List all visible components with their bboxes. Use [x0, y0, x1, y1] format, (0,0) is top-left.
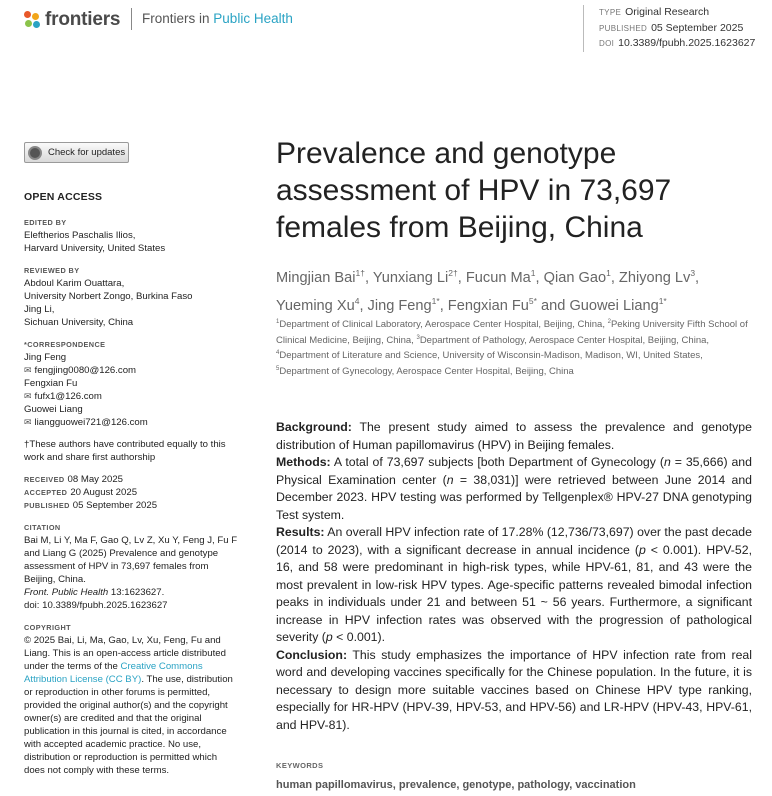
- author-separator: ,: [535, 269, 544, 286]
- logo-dot: [24, 11, 31, 18]
- background-text: The present study aimed to assess the prevalence and genotype distribution of Human papillomavirus (HPV) in Beijing females.: [276, 420, 752, 452]
- received-date: 08 May 2025: [67, 474, 123, 485]
- copyright-text: © 2025 Bai, Li, Ma, Gao, Lv, Xu, Feng, Fu and Liang. This is an open-access article distributed under the terms of the: [24, 635, 226, 672]
- affiliation-number: 3: [416, 334, 420, 341]
- author-affiliation-sup: 4: [354, 295, 360, 306]
- reviewer-name: Jing Li,: [24, 304, 55, 315]
- methods-text: = 35,666) and Physical Examination center (: [276, 455, 752, 487]
- conclusion-label: Conclusion:: [276, 647, 348, 662]
- journal-prefix: Frontiers in: [142, 11, 210, 26]
- author-name[interactable]: Fucun Ma: [465, 269, 531, 286]
- copyright-text: . The use, distribution or reproduction in other forums is permitted, provided the original author(s) and the copyright owner(s) are credited and that the original publication in this journal is cited, in accordance with accepted academic practice. No use, distribution or reproduction is permitted which does not comply with these terms.: [24, 674, 233, 776]
- article-title: Prevalence and genotype assessment of HPV in 73,697 females from Beijing, China: [276, 137, 672, 244]
- copyright-label: COPYRIGHT: [24, 623, 71, 632]
- equal-contribution-note: †These authors have contributed equally to this work and share first authorship: [24, 439, 226, 463]
- author-separator: ,: [695, 269, 700, 286]
- article-meta: [583, 5, 755, 52]
- accepted-date: 20 August 2025: [70, 487, 138, 498]
- conclusion-text: This study emphasizes the importance of HPV infection rate from real word and developing vaccines specifically for the Chinese population. In the future, it is necessary to design more suitable vaccines based on Chinese HPV type ranking, especially for HR-HPV (HPV-39, HPV-53, and HPV-56) and LR-HPV (HPV-43, HPV-61, and HPV-81).: [276, 647, 752, 732]
- correspondent-name: Jing Feng: [24, 352, 67, 363]
- correspondent-name: Fengxian Fu: [24, 378, 78, 389]
- methods-n: n: [663, 455, 671, 469]
- correspondent-email[interactable]: ✉ fufx1@126.com: [24, 390, 239, 403]
- type-value: Original Research: [625, 6, 710, 18]
- author-separator: and: [536, 297, 570, 314]
- journal-name[interactable]: [131, 8, 293, 30]
- received-label: RECEIVED: [24, 475, 65, 484]
- citation-text: Bai M, Li Y, Ma F, Gao Q, Lv Z, Xu Y, Feng J, Fu F and Liang G (2025) Prevalence and genotype assessment of HPV in 73,697 females from Beijing, China.: [24, 535, 238, 585]
- reviewed-by-block: [24, 264, 239, 329]
- author-separator: ,: [610, 269, 619, 286]
- correspondent-email[interactable]: ✉ liangguowei721@126.com: [24, 416, 239, 429]
- methods-label: Methods:: [276, 455, 331, 469]
- affiliation-number: 4: [276, 350, 280, 357]
- published-label: PUBLISHED: [24, 501, 70, 510]
- check-updates-icon: [28, 146, 42, 160]
- keywords: human papillomavirus, prevalence, genotype, pathology, vaccination: [276, 779, 636, 791]
- reviewer-affiliation: Sichuan University, China: [24, 317, 134, 328]
- author-name[interactable]: Qian Gao: [543, 269, 607, 286]
- affiliation-number: 1: [276, 319, 280, 325]
- author-name[interactable]: Guowei Liang: [569, 297, 659, 314]
- correspondence-block: [24, 338, 239, 429]
- affiliation-text: Department of Clinical Laboratory, Aerospace Center Hospital, Beijing, China,: [279, 319, 608, 331]
- affiliation-text: Department of Gynecology, Aerospace Center Hospital, Beijing, China: [279, 366, 574, 378]
- license-link[interactable]: Creative Commons Attribution License (CC BY): [24, 661, 203, 685]
- logo-dot: [25, 20, 32, 27]
- author-separator: ,: [439, 297, 448, 314]
- correspondent-email[interactable]: ✉ fengjing0080@126.com: [24, 364, 239, 377]
- dates-block: [24, 473, 239, 512]
- edited-by-block: [24, 216, 239, 255]
- frontiers-logo[interactable]: [24, 9, 120, 31]
- journal-title: Public Health: [213, 11, 293, 26]
- citation-block: [24, 521, 239, 612]
- editor-name: Eleftherios Paschalis Ilios,: [24, 230, 136, 241]
- results-p: p: [325, 630, 333, 644]
- author-separator: ,: [457, 269, 466, 286]
- author-name[interactable]: Jing Feng: [367, 297, 432, 314]
- methods-text: A total of 73,697 subjects [both Department of Gynecology (: [330, 455, 664, 469]
- methods-n: n: [446, 472, 454, 487]
- author-name[interactable]: Zhiyong Lv: [618, 269, 691, 286]
- citation-volume: 13:1623627.: [108, 587, 165, 598]
- author-affiliation-sup: 1: [530, 268, 536, 278]
- abstract-results: [276, 524, 752, 647]
- author-affiliation-sup: 3: [690, 268, 696, 278]
- correspondent-name: Guowei Liang: [24, 404, 83, 415]
- frontiers-logo-icon: [24, 11, 42, 29]
- author-affiliation-sup: 1: [606, 268, 611, 278]
- affiliation-text: Department of Literature and Science, University of Wisconsin-Madison, Madison, WI, United States,: [279, 350, 703, 362]
- affiliation-number: 2: [607, 319, 611, 325]
- affiliation-text: Department of Pathology, Aerospace Center Hospital, Beijing, China,: [419, 334, 710, 346]
- author-name[interactable]: Mingjian Bai: [276, 269, 356, 286]
- logo-dot: [33, 21, 40, 28]
- abstract-background: [276, 419, 752, 454]
- author-separator: ,: [359, 297, 368, 314]
- open-access-label: OPEN ACCESS: [24, 191, 103, 203]
- logo-text: frontiers: [45, 9, 121, 30]
- check-updates-label: Check for updates: [48, 147, 126, 158]
- methods-text: = 38,031)] were retrieved between June 2014 and December 2023. HPV testing was performed by Tellgenplex® HPV-27 DNA genotyping Test system.: [276, 472, 752, 522]
- copyright-block: [24, 621, 239, 777]
- abstract: [276, 419, 752, 734]
- abstract-methods: [276, 454, 752, 524]
- affiliation-text: Peking University Fifth School of Clinical Medicine, Beijing, China,: [276, 319, 748, 346]
- background-label: Background:: [276, 420, 352, 434]
- accepted-label: ACCEPTED: [24, 488, 68, 497]
- published-value: 05 September 2025: [651, 21, 744, 34]
- reviewer-name: Abdoul Karim Ouattara,: [24, 278, 125, 289]
- citation-journal: Front. Public Health: [24, 587, 109, 598]
- abstract-conclusion: [276, 647, 752, 735]
- published-label: PUBLISHED: [599, 23, 648, 33]
- check-for-updates-button[interactable]: [24, 142, 129, 163]
- results-text: < 0.001).: [332, 630, 386, 644]
- reviewed-by-label: REVIEWED BY: [24, 266, 80, 275]
- editor-affiliation: Harvard University, United States: [24, 243, 166, 254]
- author-affiliation-sup: 1*: [431, 295, 440, 306]
- author-separator: ,: [364, 269, 373, 286]
- keywords-label: KEYWORDS: [276, 761, 324, 770]
- type-label: TYPE: [599, 8, 622, 17]
- correspondence-label: *CORRESPONDENCE: [24, 340, 106, 349]
- author-affiliation-sup: 1*: [658, 295, 667, 306]
- affiliation-number: 5: [276, 365, 280, 372]
- author-affiliation-sup: 1†: [355, 268, 365, 278]
- results-p: p: [638, 542, 646, 557]
- published-date: 05 September 2025: [72, 500, 158, 511]
- results-label: Results:: [276, 525, 325, 539]
- logo-dot: [32, 13, 39, 20]
- author-affiliation-sup: 5*: [528, 295, 537, 306]
- results-text: An overall HPV infection rate of 17.28% (12,736/73,697) over the past decade (2014 to 2023), with a significant decrease in annual incidence (: [276, 525, 752, 557]
- author-name[interactable]: Yunxiang Li: [372, 269, 449, 286]
- citation-label: CITATION: [24, 523, 61, 532]
- affiliations: [276, 316, 756, 379]
- sidebar: [24, 191, 239, 786]
- doi-label: DOI: [599, 39, 615, 48]
- reviewer-affiliation: University Norbert Zongo, Burkina Faso: [24, 291, 193, 302]
- citation-doi[interactable]: doi: 10.3389/fpubh.2025.1623627: [24, 600, 168, 611]
- author-name[interactable]: Fengxian Fu: [447, 297, 529, 314]
- edited-by-label: EDITED BY: [24, 218, 67, 227]
- author-affiliation-sup: 2†: [448, 268, 458, 278]
- doi-value[interactable]: 10.3389/fpubh.2025.1623627: [618, 37, 756, 49]
- author-list: [276, 262, 756, 318]
- results-text: < 0.001). HPV-52, 16, and 58 were predominant in high-risk types, while HPV-61, 81, and 43 were the most prevalent in low-risk HPV types. Age-specific patterns revealed bimodal infection peaks in individuals under 21 and between 51 ~ 56 years. Furthermore, a significant increase in HPV infection rates was observed with the progression of pathological severity (: [276, 542, 752, 644]
- author-name[interactable]: Yueming Xu: [276, 297, 355, 314]
